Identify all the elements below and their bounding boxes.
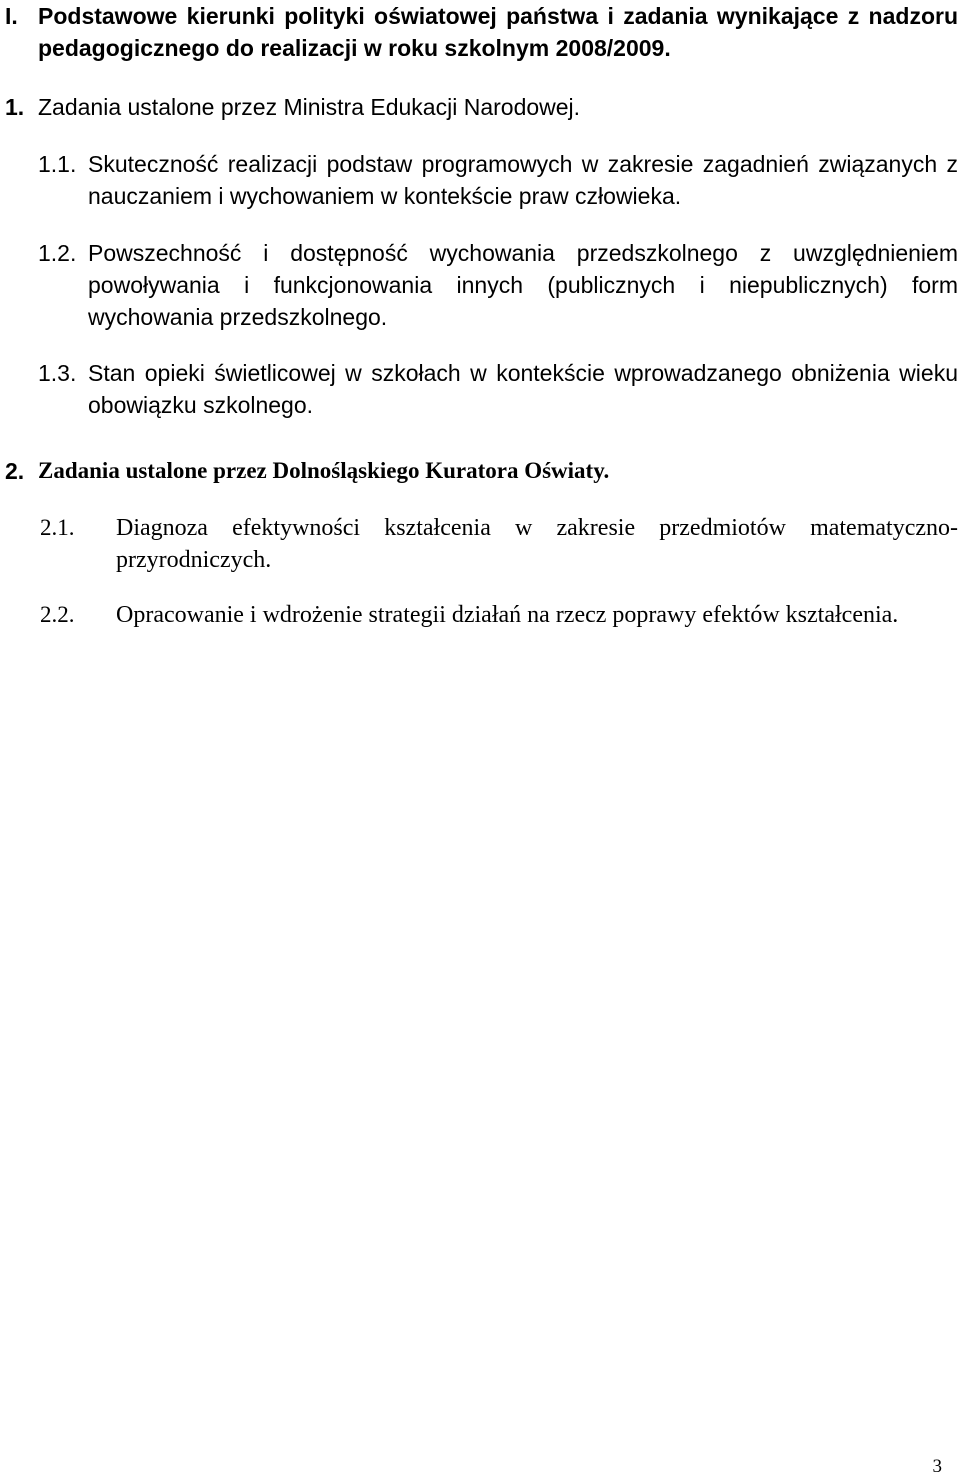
main-heading-text: Podstawowe kierunki polityki oświatowej państwa i zadania wynikające z nadzoru pedagogicznego do realizacji w roku szkolnym 2008/2009. (38, 3, 958, 61)
list-item (0, 148, 958, 212)
section-title: Zadania ustalone przez Dolnośląskiego Kuratora Oświaty. (38, 458, 610, 483)
list-item-number: 1.1. (38, 151, 77, 177)
main-heading-number: I. (5, 3, 18, 29)
list-item-text: Powszechność i dostępność wychowania przedszkolnego z uwzględnieniem powoływania i funkcjonowania innych (publicznych i niepublicznych) form wychowania przedszkolnego. (88, 240, 958, 330)
list-item (0, 599, 958, 631)
list-item-number: 1.2. (38, 240, 77, 266)
list-item (0, 237, 958, 333)
list-item (0, 512, 958, 576)
list-item-number: 2.2. (40, 602, 75, 627)
section-number: 1. (5, 94, 25, 120)
main-heading (0, 0, 958, 64)
list-item (0, 357, 958, 421)
list-item-number: 2.1. (40, 515, 75, 540)
list-item-text: Opracowanie i wdrożenie strategii działań na rzecz poprawy efektów kształcenia. (116, 602, 899, 628)
section-title: Zadania ustalone przez Ministra Edukacji Narodowej. (38, 94, 581, 120)
list-item-text: Skuteczność realizacji podstaw programowych w zakresie zagadnień związanych z nauczaniem i wychowaniem w kontekście praw człowieka. (88, 151, 958, 209)
list-item-text: Stan opieki świetlicowej w szkołach w kontekście wprowadzanego obniżenia wieku obowiązku szkolnego. (88, 360, 958, 418)
page-number: 3 (932, 1456, 942, 1477)
section-number: 2. (5, 458, 25, 484)
list-item-number: 1.3. (38, 360, 77, 386)
list-item-text: Diagnoza efektywności kształcenia w zakresie przedmiotów matematyczno-przyrodniczych. (116, 515, 958, 573)
section-heading (0, 455, 958, 487)
section-heading (0, 91, 958, 123)
